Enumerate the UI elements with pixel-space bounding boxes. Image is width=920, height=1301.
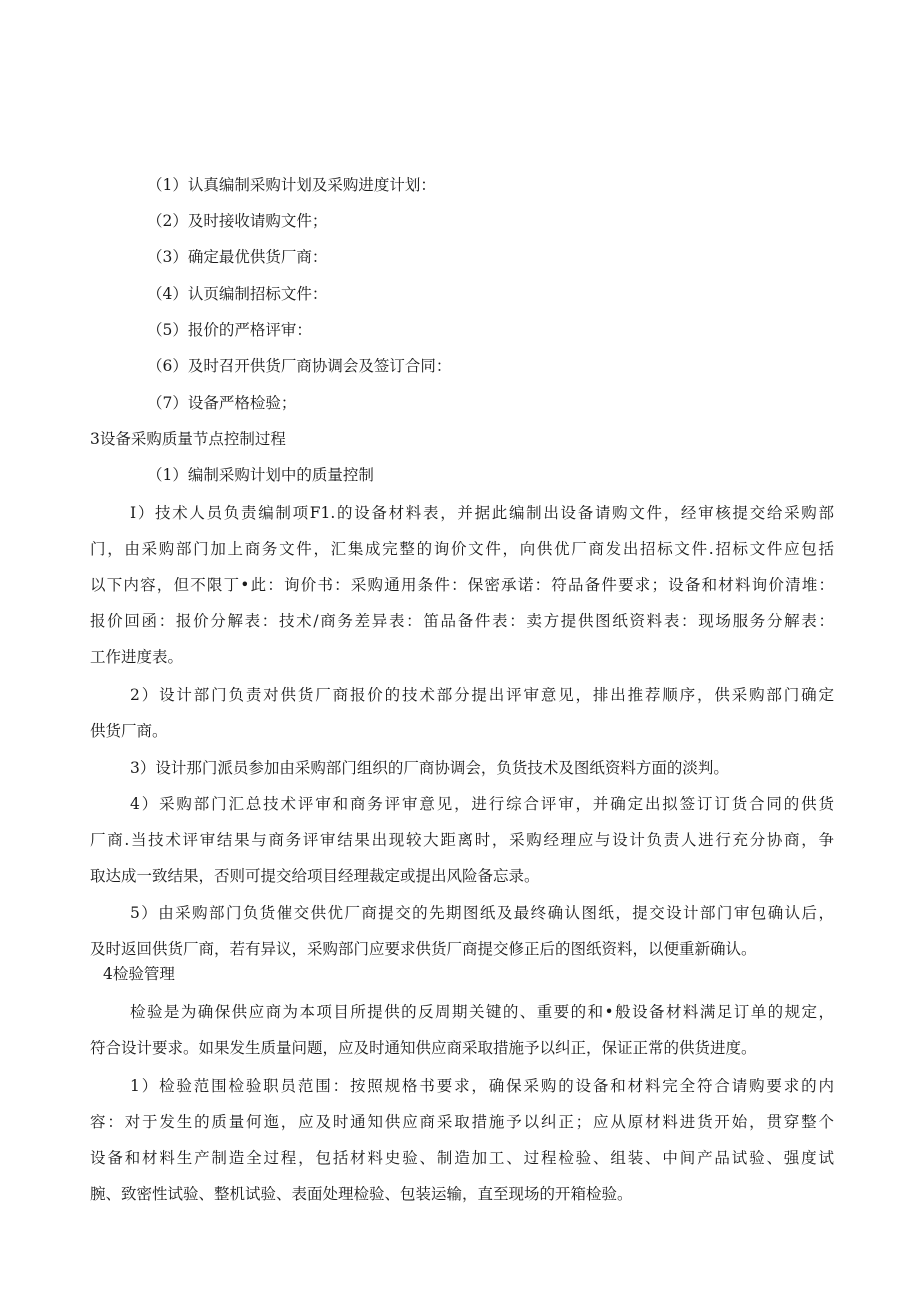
list-item-4: （4）认页编制招标文件： — [147, 285, 328, 303]
text-line: 符合设计要求。如果发生质量问题，应及时通知供应商采取措施予以纠正，保证正常的供货进度。 — [90, 1039, 757, 1057]
text-line: 3）设计那门派员参加由采购部门组织的厂商协调会，负货技术及图纸资料方面的淡判。 — [130, 759, 729, 777]
text-line: 供货厂商。 — [90, 722, 168, 740]
text-line: 门，由采购部门加上商务文件，汇集成完整的询价文件，向供优厂商发出招标文件.招标文件应包括 — [90, 540, 834, 558]
text-line: 检验是为确保供应商为本项目所提供的反周期关键的、重要的和•般设备材料满足订单的规定， — [130, 1003, 834, 1021]
text-line: 4）采购部门汇总技术评审和商务评审意见，进行综合评审，并确定出拟签订订货合同的供货 — [130, 795, 834, 813]
list-item-7: （7）设备严格检验； — [147, 394, 297, 412]
list-item-1: （1）认真编制采购计划及采购进度计划： — [147, 176, 436, 194]
section-3-paragraph-1 — [90, 495, 834, 675]
section-4-paragraph-2 — [90, 1068, 834, 1212]
section-4-heading: 4检验管理 — [103, 965, 175, 983]
section-3-paragraph-5 — [90, 895, 834, 967]
text-line: 2）设计部门负责对供货厂商报价的技术部分提出评审意见，排出推荐顺序，供采购部门确定 — [130, 686, 834, 704]
list-item-2: （2）及时接收请购文件； — [147, 212, 328, 230]
text-line: 取达成一致结果，否则可提交给项目经理裁定或提出风险备忘录。 — [90, 867, 540, 885]
text-line: 以下内容，但不限丁•此：询价书：采购通用条件：保密承诺：符品备件要求；设备和材料询价清堆： — [90, 576, 834, 594]
text-line: 5）由采购部门负货催交供优厂商提交的先期图纸及最终确认图纸，提交设计部门审包确认后， — [130, 904, 834, 922]
section-3-paragraph-4 — [90, 786, 834, 894]
list-item-6: （6）及时召开供货厂商协调会及签订合同： — [147, 357, 452, 375]
text-line: 厂商.当技术评审结果与商务评审结果出现较大距离时，采购经理应与设计负责人进行充分协商，争 — [90, 831, 834, 849]
section-3-subheading: （1）编制采购计划中的质量控制 — [147, 466, 374, 484]
text-line: 及时返回供货厂商，若有异议，采购部门应要求供货厂商提交修正后的图纸资料，以便重新确认。 — [90, 940, 757, 958]
section-3-paragraph-2 — [90, 677, 834, 749]
list-item-5: （5）报价的严格评审： — [147, 321, 312, 339]
section-4-paragraph-1 — [90, 994, 834, 1066]
text-line: 1）检验范围检验职员范围：按照规格书要求，确保采购的设备和材料完全符合请购要求的内 — [130, 1077, 834, 1095]
text-line: 设备和材料生产制造全过程，包括材料史验、制造加工、过程检验、组装、中间产品试验、强度试 — [90, 1149, 834, 1167]
text-line: 报价回函：报价分解表：技术/商务差异表：笛品备件表：卖方提供图纸资料表：现场服务分解表： — [90, 612, 834, 630]
text-line: 工作进度表。 — [90, 648, 184, 666]
text-line: I）技术人员负责编制项F1.的设备材料表，并据此编制出设备请购文件，经审核提交给采购部 — [130, 504, 834, 522]
text-line: 腕、致密性试验、整机试验、表面处理检验、包装运输，直至现场的开箱检验。 — [90, 1185, 633, 1203]
section-3-paragraph-3 — [90, 750, 834, 786]
text-line: 容：对于发生的质量何迤，应及时通知供应商采取措施予以纠正；应从原材料进货开始，贯穿整个 — [90, 1113, 834, 1131]
list-item-3: （3）确定最优供货厂商： — [147, 248, 328, 266]
section-3-heading: 3设备采购质量节点控制过程 — [90, 430, 286, 448]
